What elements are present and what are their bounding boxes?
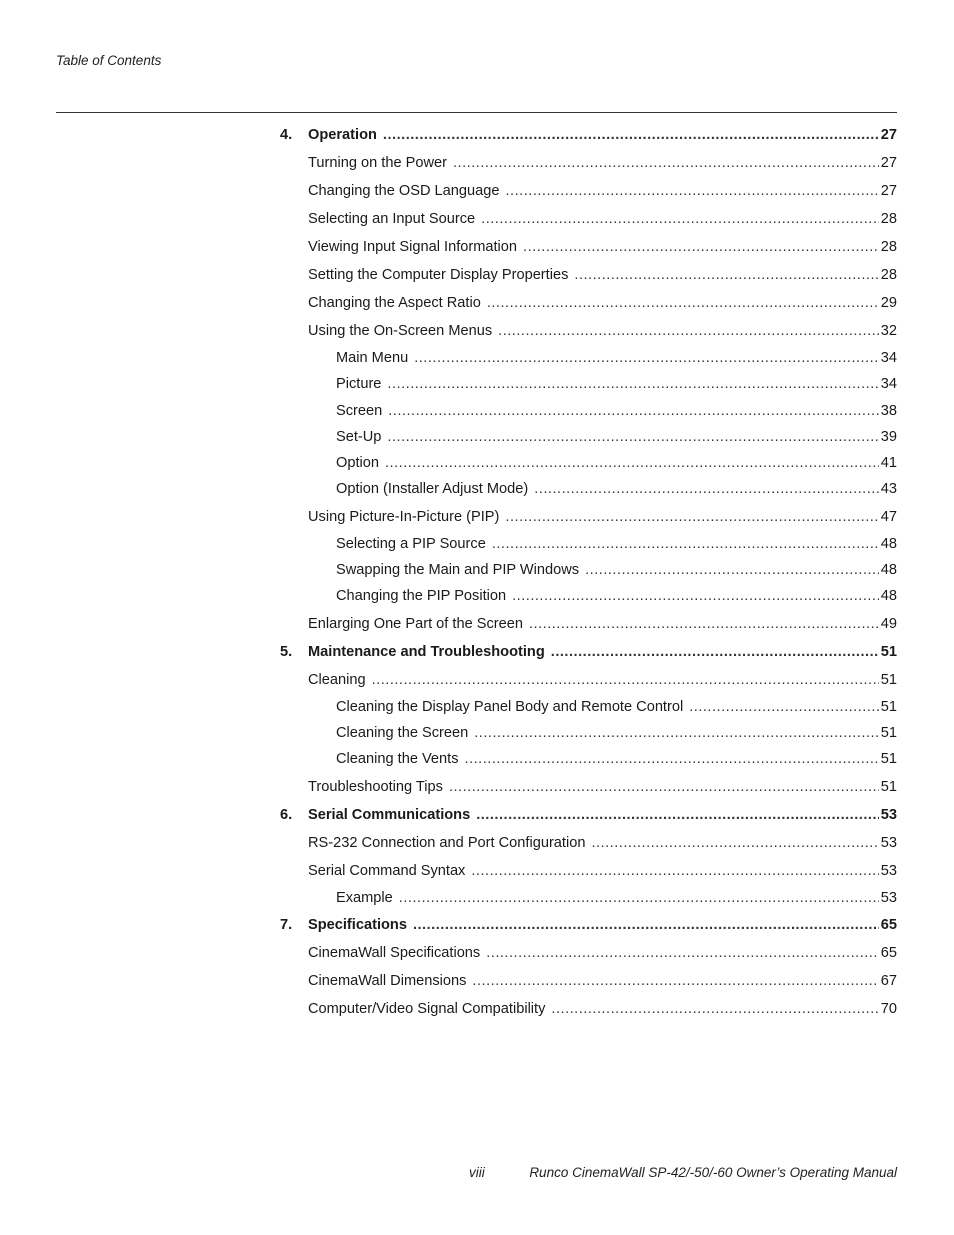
toc-entry-title: Changing the Aspect Ratio xyxy=(308,295,481,311)
toc-dot-leader xyxy=(492,531,879,557)
page-number: viii xyxy=(469,1165,485,1180)
toc-page-number: 41 xyxy=(880,455,897,472)
toc-entry-title: Setting the Computer Display Properties xyxy=(308,267,569,283)
toc-page-number: 65 xyxy=(880,944,897,961)
toc-page-number: 38 xyxy=(880,402,897,419)
table-of-contents xyxy=(280,121,897,1023)
toc-entry[interactable] xyxy=(280,801,897,829)
toc-entry-title: Cleaning the Screen xyxy=(336,724,469,741)
toc-page-number: 67 xyxy=(880,972,897,989)
toc-entry[interactable] xyxy=(280,398,897,424)
toc-entry-title: Changing the OSD Language xyxy=(308,183,500,199)
toc-dot-leader xyxy=(534,476,879,502)
toc-page-number: 70 xyxy=(880,1000,897,1017)
toc-page-number: 53 xyxy=(880,862,897,879)
toc-dot-leader xyxy=(465,746,879,772)
toc-page-number: 51 xyxy=(880,778,897,795)
toc-entry-title: Enlarging One Part of the Screen xyxy=(308,615,523,632)
toc-entry-title: CinemaWall Dimensions xyxy=(308,972,467,989)
toc-entry[interactable] xyxy=(280,773,897,801)
toc-dot-leader xyxy=(523,233,879,261)
toc-dot-leader xyxy=(487,289,879,317)
toc-entry[interactable] xyxy=(280,345,897,371)
toc-entry[interactable] xyxy=(280,450,897,476)
toc-entry[interactable] xyxy=(280,503,897,531)
toc-entry[interactable] xyxy=(280,557,897,583)
toc-entry-title: Swapping the Main and PIP Windows xyxy=(336,562,580,579)
toc-entry-title: Cleaning xyxy=(308,671,366,688)
toc-entry-title: Screen xyxy=(336,402,383,419)
toc-page-number: 65 xyxy=(880,916,897,933)
toc-entry[interactable] xyxy=(280,885,897,911)
toc-page-number: 53 xyxy=(880,889,897,906)
toc-page-number: 28 xyxy=(880,239,897,255)
toc-entry-title: Turning on the Power xyxy=(308,155,447,171)
toc-entry-title: Maintenance and Troubleshooting xyxy=(308,643,545,660)
toc-page-number: 51 xyxy=(880,671,897,688)
toc-chapter-number: 7. xyxy=(280,916,293,933)
toc-page-number: 32 xyxy=(880,323,897,339)
toc-chapter-number: 4. xyxy=(280,127,293,143)
toc-dot-leader xyxy=(399,885,879,911)
toc-entry-title: Picture xyxy=(336,376,382,393)
toc-entry[interactable] xyxy=(280,261,897,289)
toc-page-number: 48 xyxy=(880,562,897,579)
toc-dot-leader xyxy=(387,424,878,450)
toc-entry[interactable] xyxy=(280,857,897,885)
toc-entry-title: Serial Command Syntax xyxy=(308,862,466,879)
toc-page-number: 51 xyxy=(880,724,897,741)
toc-entry[interactable] xyxy=(280,638,897,666)
toc-entry[interactable] xyxy=(280,746,897,772)
toc-page-number: 48 xyxy=(880,535,897,552)
toc-page-number: 27 xyxy=(880,155,897,171)
toc-entry[interactable] xyxy=(280,967,897,995)
toc-page-number: 51 xyxy=(880,751,897,768)
toc-entry[interactable] xyxy=(280,289,897,317)
toc-page-number: 34 xyxy=(880,376,897,393)
toc-dot-leader xyxy=(551,638,879,666)
toc-entry-title: Option (Installer Adjust Mode) xyxy=(336,481,529,498)
toc-dot-leader xyxy=(551,995,878,1023)
toc-dot-leader xyxy=(474,720,879,746)
toc-page-number: 29 xyxy=(880,295,897,311)
toc-dot-leader xyxy=(472,967,878,995)
toc-page-number: 43 xyxy=(880,481,897,498)
toc-dot-leader xyxy=(498,317,879,345)
toc-entry-title: Using the On-Screen Menus xyxy=(308,323,493,339)
toc-entry[interactable] xyxy=(280,610,897,638)
toc-page-number: 48 xyxy=(880,588,897,605)
toc-entry-title: Changing the PIP Position xyxy=(336,588,507,605)
toc-page-number: 49 xyxy=(880,615,897,632)
toc-page-number: 34 xyxy=(880,350,897,366)
toc-page-number: 27 xyxy=(880,183,897,199)
toc-dot-leader xyxy=(388,398,879,424)
toc-dot-leader xyxy=(574,261,878,289)
toc-dot-leader xyxy=(383,121,879,149)
header-rule xyxy=(56,112,897,113)
toc-dot-leader xyxy=(512,583,879,609)
toc-entry[interactable] xyxy=(280,531,897,557)
toc-entry[interactable] xyxy=(280,995,897,1023)
toc-entry-title: RS-232 Connection and Port Configuration xyxy=(308,834,586,851)
toc-entry-title: Cleaning the Display Panel Body and Remote Control xyxy=(336,698,684,715)
toc-dot-leader xyxy=(453,149,879,177)
toc-dot-leader xyxy=(506,177,879,205)
toc-page-number: 47 xyxy=(880,508,897,525)
toc-entry[interactable] xyxy=(280,371,897,397)
running-head: Table of Contents xyxy=(56,53,162,68)
toc-dot-leader xyxy=(476,801,879,829)
toc-entry[interactable] xyxy=(280,317,897,345)
toc-entry[interactable] xyxy=(280,694,897,720)
toc-page-number: 53 xyxy=(880,834,897,851)
toc-entry-title: Option xyxy=(336,455,379,472)
toc-entry[interactable] xyxy=(280,424,897,450)
toc-page-number: 28 xyxy=(880,211,897,227)
toc-dot-leader xyxy=(413,911,879,939)
toc-entry[interactable] xyxy=(280,205,897,233)
toc-dot-leader xyxy=(414,345,879,371)
toc-dot-leader xyxy=(387,371,878,397)
toc-dot-leader xyxy=(505,503,878,531)
toc-entry[interactable] xyxy=(280,121,897,149)
toc-dot-leader xyxy=(529,610,879,638)
toc-entry[interactable] xyxy=(280,666,897,694)
toc-chapter-number: 5. xyxy=(280,643,293,660)
toc-page-number: 53 xyxy=(880,806,897,823)
toc-page-number: 28 xyxy=(880,267,897,283)
toc-entry-title: Using Picture-In-Picture (PIP) xyxy=(308,508,500,525)
toc-entry-title: Selecting a PIP Source xyxy=(336,535,486,552)
toc-entry-title: Troubleshooting Tips xyxy=(308,778,443,795)
toc-entry-title: Operation xyxy=(308,127,377,143)
toc-entry[interactable] xyxy=(280,177,897,205)
toc-entry-title: Specifications xyxy=(308,916,407,933)
toc-entry-title: Main Menu xyxy=(336,350,409,366)
toc-entry[interactable] xyxy=(280,939,897,967)
toc-dot-leader xyxy=(481,205,879,233)
toc-entry[interactable] xyxy=(280,149,897,177)
toc-entry-title: Serial Communications xyxy=(308,806,471,823)
toc-dot-leader xyxy=(591,829,878,857)
manual-title: Runco CinemaWall SP-42/-50/-60 Owner’s Operating Manual xyxy=(529,1165,897,1180)
toc-entry-title: Example xyxy=(336,889,393,906)
toc-dot-leader xyxy=(372,666,879,694)
toc-page-number: 51 xyxy=(880,643,897,660)
toc-entry-title: Computer/Video Signal Compatibility xyxy=(308,1000,546,1017)
toc-entry-title: Set-Up xyxy=(336,428,382,445)
toc-entry[interactable] xyxy=(280,720,897,746)
toc-dot-leader xyxy=(471,857,878,885)
toc-entry[interactable] xyxy=(280,476,897,502)
toc-entry[interactable] xyxy=(280,829,897,857)
toc-dot-leader xyxy=(486,939,879,967)
toc-page-number: 39 xyxy=(880,428,897,445)
toc-entry-title: Viewing Input Signal Information xyxy=(308,239,518,255)
toc-entry[interactable] xyxy=(280,583,897,609)
toc-dot-leader xyxy=(585,557,879,583)
toc-chapter-number: 6. xyxy=(280,806,293,823)
toc-dot-leader xyxy=(385,450,879,476)
toc-entry-title: CinemaWall Specifications xyxy=(308,944,481,961)
toc-page-number: 27 xyxy=(880,127,897,143)
toc-entry[interactable] xyxy=(280,911,897,939)
toc-dot-leader xyxy=(449,773,879,801)
toc-entry[interactable] xyxy=(280,233,897,261)
toc-dot-leader xyxy=(689,694,879,720)
toc-page-number: 51 xyxy=(880,698,897,715)
toc-entry-title: Cleaning the Vents xyxy=(336,751,459,768)
toc-entry-title: Selecting an Input Source xyxy=(308,211,476,227)
